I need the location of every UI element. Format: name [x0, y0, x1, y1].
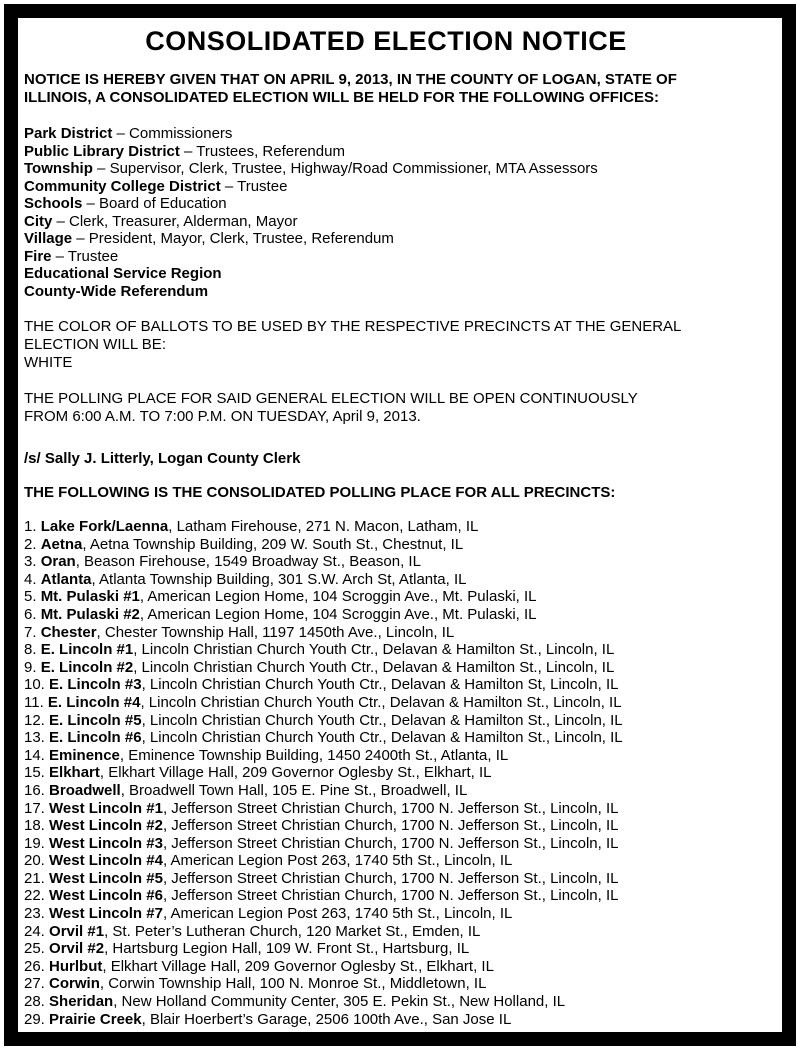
- notice-frame: [4, 4, 796, 1046]
- precinct-name: Atlanta: [40, 570, 92, 588]
- precinct-item: [24, 729, 748, 747]
- office-item: [24, 213, 748, 231]
- precinct-name: West Lincoln #2: [49, 817, 163, 835]
- precinct-number: 9.: [24, 658, 37, 676]
- precinct-detail: , Jefferson Street Christian Church, 1700 N. Jefferson St., Lincoln, IL: [162, 887, 619, 905]
- precinct-number: 21.: [24, 869, 45, 887]
- precinct-name: Mt. Pulaski #1: [40, 588, 140, 606]
- office-detail: – Trustee: [220, 177, 288, 195]
- page-title: CONSOLIDATED ELECTION NOTICE: [145, 26, 627, 56]
- office-name: City: [24, 212, 53, 230]
- ballot-color-value: WHITE: [24, 354, 73, 371]
- precinct-detail: , American Legion Post 263, 1740 5th St., Lincoln, IL: [162, 905, 513, 923]
- precinct-detail: , Aetna Township Building, 209 W. South St., Chestnut, IL: [82, 535, 464, 553]
- precinct-name: E. Lincoln #5: [49, 711, 142, 729]
- precinct-detail: , American Legion Post 263, 1740 5th St., Lincoln, IL: [162, 852, 513, 870]
- precinct-item: [24, 975, 748, 993]
- offices-list: [24, 125, 748, 300]
- precinct-name: Prairie Creek: [49, 1010, 142, 1028]
- precinct-item: [24, 606, 748, 624]
- precinct-number: 12.: [24, 711, 45, 729]
- precinct-detail: , Eminence Township Building, 1450 2400th St., Atlanta, IL: [119, 746, 509, 764]
- precinct-number: 1.: [24, 518, 37, 535]
- precinct-detail: , Blair Hoerbert’s Garage, 2506 100th Ave., San Jose IL: [141, 1010, 512, 1028]
- precinct-name: Sheridan: [49, 993, 114, 1011]
- precinct-item: [24, 905, 748, 923]
- office-detail: – President, Mayor, Clerk, Trustee, Referendum: [72, 230, 394, 247]
- precinct-item: [24, 659, 748, 677]
- precinct-item: [24, 940, 748, 958]
- precinct-item: [24, 641, 748, 659]
- precinct-number: 20.: [24, 852, 45, 870]
- precinct-detail: , Jefferson Street Christian Church, 1700 N. Jefferson St., Lincoln, IL: [162, 834, 619, 852]
- precinct-name: Corwin: [49, 975, 100, 993]
- precinct-number: 28.: [24, 993, 45, 1011]
- precinct-detail: , Corwin Township Hall, 100 N. Monroe St., Middletown, IL: [99, 975, 487, 993]
- ballot-color-text: THE COLOR OF BALLOTS TO BE USED BY THE RESPECTIVE PRECINCTS AT THE GENERAL ELECTION WILL BE:: [24, 318, 681, 353]
- office-name: Village: [24, 230, 73, 247]
- precinct-item: [24, 518, 748, 536]
- precinct-detail: , Lincoln Christian Church Youth Ctr., Delavan & Hamilton St., Lincoln, IL: [141, 711, 623, 729]
- ballot-color-paragraph: [24, 318, 746, 372]
- precinct-name: Orvil #2: [49, 940, 105, 958]
- polling-hours-paragraph: THE POLLING PLACE FOR SAID GENERAL ELECTION WILL BE OPEN CONTINUOUSLY FROM 6:00 A.M. TO 7:00 P.M. ON TUESDAY, April 9, 2013.: [24, 390, 638, 425]
- precinct-number: 29.: [24, 1010, 45, 1028]
- precinct-item: [24, 712, 748, 730]
- precinct-item: [24, 536, 748, 554]
- precinct-detail: , Atlanta Township Building, 301 S.W. Arch St, Atlanta, IL: [91, 570, 467, 588]
- precinct-name: Elkhart: [49, 764, 100, 782]
- precinct-detail: , Elkhart Village Hall, 209 Governor Oglesby St., Elkhart, IL: [102, 957, 494, 975]
- office-detail: – Commissioners: [112, 125, 233, 142]
- office-item: [24, 178, 748, 196]
- precinct-item: [24, 764, 748, 782]
- precinct-number: 23.: [24, 905, 45, 923]
- precincts-heading: THE FOLLOWING IS THE CONSOLIDATED POLLING PLACE FOR ALL PRECINCTS:: [24, 484, 616, 501]
- precinct-number: 16.: [24, 781, 45, 799]
- precinct-detail: , American Legion Home, 104 Scroggin Ave., Mt. Pulaski, IL: [139, 605, 537, 623]
- precinct-number: 22.: [24, 887, 45, 905]
- precinct-item: [24, 553, 748, 571]
- office-detail: – Trustees, Referendum: [179, 142, 345, 160]
- precinct-detail: , Beason Firehouse, 1549 Broadway St., Beason, IL: [75, 553, 421, 571]
- office-name: Schools: [24, 195, 83, 212]
- precinct-number: 11.: [24, 693, 44, 711]
- precinct-number: 13.: [24, 729, 45, 747]
- precinct-number: 25.: [24, 940, 45, 958]
- precinct-name: West Lincoln #5: [49, 869, 163, 887]
- precinct-name: Mt. Pulaski #2: [40, 605, 140, 623]
- precinct-item: [24, 588, 748, 606]
- precinct-detail: , Latham Firehouse, 271 N. Macon, Latham, IL: [168, 518, 479, 535]
- precinct-name: West Lincoln #3: [49, 834, 163, 852]
- precinct-number: 2.: [24, 535, 37, 553]
- office-item: [24, 230, 748, 248]
- precinct-number: 19.: [24, 834, 45, 852]
- office-item: [24, 265, 748, 283]
- precinct-name: West Lincoln #4: [49, 852, 163, 870]
- precinct-detail: , American Legion Home, 104 Scroggin Ave., Mt. Pulaski, IL: [139, 588, 537, 606]
- precinct-name: West Lincoln #1: [49, 799, 163, 817]
- precinct-number: 7.: [24, 623, 37, 641]
- precinct-item: [24, 993, 748, 1011]
- office-item: [24, 283, 748, 301]
- precincts-list: [24, 518, 748, 1028]
- precinct-name: E. Lincoln #1: [40, 641, 134, 659]
- office-item: [24, 160, 748, 178]
- precinct-item: [24, 835, 748, 853]
- precinct-name: Eminence: [49, 746, 120, 764]
- office-item: [24, 195, 748, 213]
- precinct-item: [24, 887, 748, 905]
- office-item: [24, 125, 748, 143]
- precinct-name: E. Lincoln #4: [47, 693, 141, 711]
- precinct-detail: , Elkhart Village Hall, 209 Governor Oglesby St., Elkhart, IL: [99, 764, 492, 782]
- precinct-detail: , Lincoln Christian Church Youth Ctr., Delavan & Hamilton St, Lincoln, IL: [141, 676, 619, 694]
- precinct-item: [24, 800, 748, 818]
- office-name: Community College District: [24, 177, 221, 195]
- precinct-detail: , Lincoln Christian Church Youth Ctr., Delavan & Hamilton St., Lincoln, IL: [140, 693, 622, 711]
- precinct-item: [24, 870, 748, 888]
- precinct-number: 18.: [24, 817, 45, 835]
- signature-line: /s/ Sally J. Litterly, Logan County Clerk: [24, 450, 301, 467]
- precinct-number: 10.: [24, 676, 45, 694]
- intro-paragraph: NOTICE IS HEREBY GIVEN THAT ON APRIL 9, 2013, IN THE COUNTY OF LOGAN, STATE OF ILLINOIS, A CONSOLIDATED ELECTION WILL BE HELD FOR THE FOLLOWING OFFICES:: [24, 71, 677, 106]
- office-item: [24, 143, 748, 161]
- precinct-name: Broadwell: [49, 781, 121, 799]
- office-detail: – Trustee: [51, 247, 119, 265]
- precinct-number: 17.: [24, 799, 45, 817]
- precinct-detail: , Hartsburg Legion Hall, 109 W. Front St., Hartsburg, IL: [104, 940, 470, 958]
- precinct-item: [24, 571, 748, 589]
- precinct-item: [24, 852, 748, 870]
- office-name: Public Library District: [24, 142, 180, 160]
- precinct-item: [24, 624, 748, 642]
- office-name: Park District: [24, 125, 113, 142]
- precinct-detail: , New Holland Community Center, 305 E. Pekin St., New Holland, IL: [113, 993, 566, 1011]
- precinct-item: [24, 676, 748, 694]
- precinct-detail: , Jefferson Street Christian Church, 1700 N. Jefferson St., Lincoln, IL: [162, 817, 619, 835]
- precinct-name: Aetna: [40, 535, 83, 553]
- office-detail: – Supervisor, Clerk, Trustee, Highway/Road Commissioner, MTA Assessors: [92, 160, 598, 177]
- precinct-number: 4.: [24, 570, 37, 588]
- office-name: Township: [24, 160, 93, 177]
- precinct-number: 27.: [24, 975, 45, 993]
- precinct-number: 8.: [24, 641, 37, 659]
- precinct-name: Oran: [40, 553, 76, 571]
- office-detail: – Clerk, Treasurer, Alderman, Mayor: [52, 212, 298, 230]
- precinct-item: [24, 782, 748, 800]
- precinct-item: [24, 817, 748, 835]
- office-name: Educational Service Region: [24, 265, 222, 282]
- precinct-number: 24.: [24, 922, 45, 940]
- precinct-item: [24, 923, 748, 941]
- precinct-number: 5.: [24, 588, 37, 606]
- precinct-name: Lake Fork/Laenna: [40, 518, 169, 535]
- precinct-detail: , Jefferson Street Christian Church, 1700 N. Jefferson St., Lincoln, IL: [162, 799, 619, 817]
- precinct-name: E. Lincoln #6: [49, 729, 142, 747]
- office-name: Fire: [24, 247, 52, 265]
- office-name: County-Wide Referendum: [24, 282, 209, 300]
- precinct-detail: , Jefferson Street Christian Church, 1700 N. Jefferson St., Lincoln, IL: [162, 869, 619, 887]
- precinct-detail: , St. Peter’s Lutheran Church, 120 Market St., Emden, IL: [104, 922, 481, 940]
- office-item: [24, 248, 748, 266]
- precinct-name: E. Lincoln #2: [40, 658, 134, 676]
- precinct-detail: , Lincoln Christian Church Youth Ctr., Delavan & Hamilton St., Lincoln, IL: [133, 641, 615, 659]
- precinct-detail: , Lincoln Christian Church Youth Ctr., Delavan & Hamilton St., Lincoln, IL: [133, 658, 615, 676]
- precinct-item: [24, 1011, 748, 1029]
- precinct-detail: , Chester Township Hall, 1197 1450th Ave., Lincoln, IL: [96, 623, 455, 641]
- precinct-detail: , Lincoln Christian Church Youth Ctr., Delavan & Hamilton St., Lincoln, IL: [141, 729, 623, 747]
- precinct-detail: , Broadwell Town Hall, 105 E. Pine St., Broadwell, IL: [120, 781, 468, 799]
- precinct-number: 15.: [24, 764, 45, 782]
- precinct-name: West Lincoln #6: [49, 887, 163, 905]
- precinct-name: E. Lincoln #3: [49, 676, 142, 694]
- precinct-number: 26.: [24, 957, 45, 975]
- office-detail: – Board of Education: [82, 195, 227, 212]
- precinct-number: 6.: [24, 605, 37, 623]
- precinct-name: Orvil #1: [49, 922, 105, 940]
- precinct-name: Chester: [40, 623, 97, 641]
- precinct-item: [24, 958, 748, 976]
- precinct-number: 3.: [24, 553, 37, 571]
- precinct-item: [24, 694, 748, 712]
- precinct-number: 14.: [24, 746, 45, 764]
- precinct-name: Hurlbut: [49, 957, 103, 975]
- precinct-name: West Lincoln #7: [49, 905, 163, 923]
- precinct-item: [24, 747, 748, 765]
